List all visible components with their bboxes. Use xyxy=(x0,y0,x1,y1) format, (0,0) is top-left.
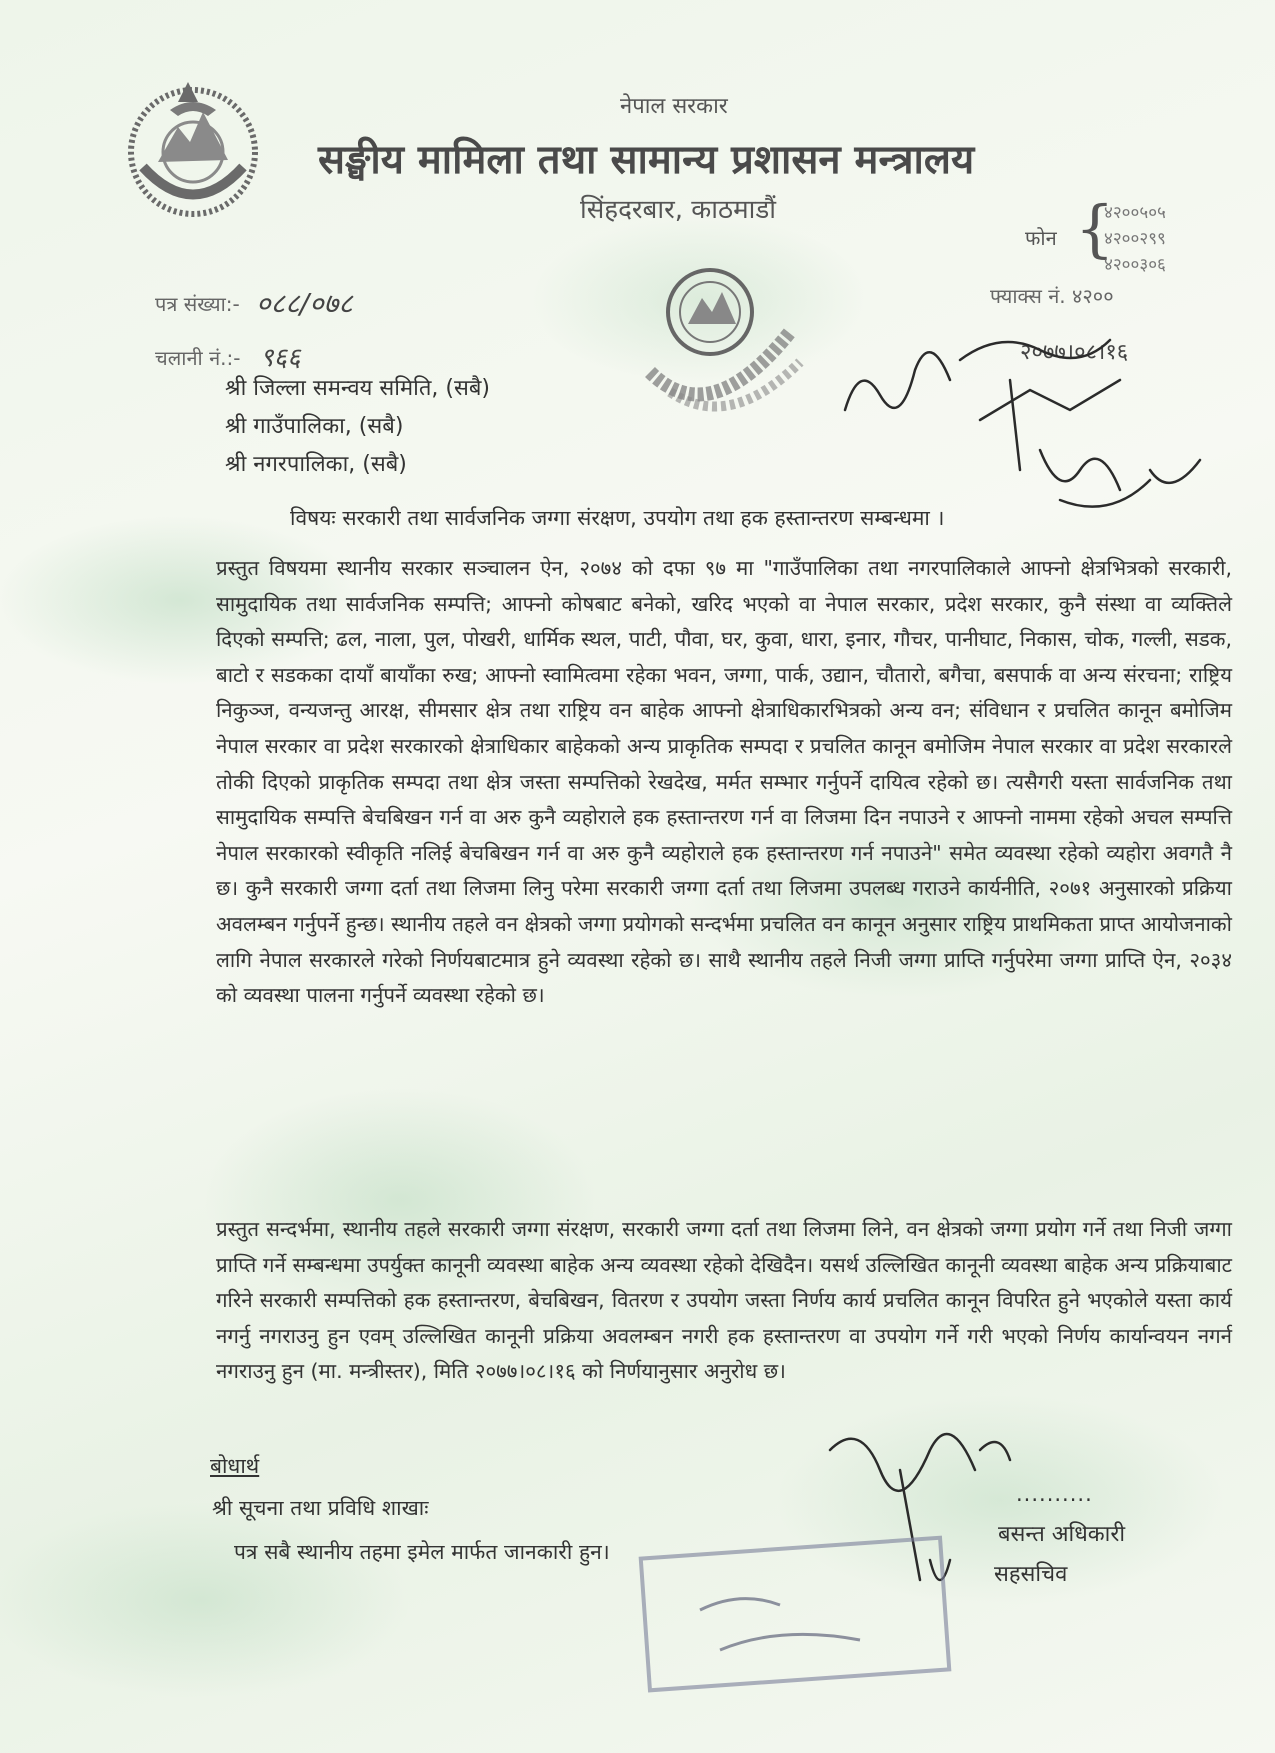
signatory-title: सहसचिव xyxy=(994,1562,1068,1587)
ministry-address: सिंहदरबार, काठमाडौं xyxy=(580,195,777,225)
signature-line: .......... xyxy=(1016,1482,1093,1506)
phone-number: ४२००२९९ xyxy=(1104,229,1166,249)
dispatch-number: ९६६ xyxy=(260,343,301,373)
phone-brace: { xyxy=(1075,192,1115,265)
phone-number: ४२००५०५ xyxy=(1104,203,1166,223)
reference-number: ०८८/०७८ xyxy=(256,287,353,320)
received-stamp xyxy=(641,1538,949,1691)
recipient-line: श्री नगरपालिका, (सबै) xyxy=(225,452,407,477)
ministry-seal-stamp xyxy=(640,262,810,432)
recipient-line: श्री गाउँपालिका, (सबै) xyxy=(225,414,404,439)
phone-number: ४२००३०६ xyxy=(1104,255,1166,275)
cc-note: पत्र सबै स्थानीय तहमा इमेल मार्फत जानकारी हुन। xyxy=(234,1540,610,1564)
cc-recipient: श्री सूचना तथा प्रविधि शाखाः xyxy=(212,1496,429,1520)
signatory-name: बसन्त अधिकारी xyxy=(998,1522,1126,1547)
nepal-emblem-logo xyxy=(118,72,268,222)
dispatch-number-label: चलानी नं.:- xyxy=(155,346,241,370)
body-paragraph: प्रस्तुत सन्दर्भमा, स्थानीय तहले सरकारी जग्गा संरक्षण, सरकारी जग्गा दर्ता तथा लिजमा लिने, वन क्षेत्रको जग्गा प्रयोग गर्ने तथा निजी जग्गा प्राप्ति गर्ने सम्बन्धमा उपर्युक्त कानूनी व्यवस्था बाहेक अन्य व्यवस्था रहेको देखिदैन। यसर्थ उल्लिखित कानूनी व्यवस्था बाहेक अन्य प्रक्रियाबाट गरिने सरकारी सम्पत्तिको हक हस्तान्तरण, बेचबिखन, वितरण र उपयोग जस्ता निर्णय कार्य प्रचलित कानून विपरित हुने भएकोले यस्ता कार्य नगर्नु नगराउनु हुन एवम् उल्लिखित कानूनी प्रक्रिया अवलम्बन नगरी हक हस्तान्तरण वा उपयोग गर्ने गरी भएको निर्णय कार्यान्वयन नगर्न नगराउनु हुन (मा. मन्त्रीस्तर), मिति २०७७।०८।१६ को निर्णयानुसार अनुरोध छ। xyxy=(216,1217,1232,1384)
body-paragraph: प्रस्तुत विषयमा स्थानीय सरकार सञ्चालन ऐन, २०७४ को दफा ९७ मा "गाउँपालिका तथा नगरपालिकाले आफ्नो क्षेत्रभित्रको सरकारी, सामुदायिक तथा सार्वजनिक सम्पत्ति; आफ्नो कोषबाट बनेको, खरिद भएको वा नेपाल सरकार, प्रदेश सरकार, कुनै संस्था वा व्यक्तिले दिएको सम्पत्ति; ढल, नाला, पुल, पोखरी, धार्मिक स्थल, पाटी, पौवा, घर, कुवा, धारा, इनार, गौचर, पानीघाट, निकास, चोक, गल्ली, सडक, बाटो र सडकका दायाँ बायाँका रुख; आफ्नो स्वामित्वमा रहेका भवन, जग्गा, पार्क, उद्यान, चौतारो, बगैचा, बसपार्क वा अन्य संरचना; राष्ट्रिय निकुञ्ज, वन्यजन्तु आरक्ष, सीमसार क्षेत्र तथा राष्ट्रिय वन बाहेक आफ्नो क्षेत्राधिकारभित्रको अन्य वन; संविधान र प्रचलित कानून बमोजिम नेपाल सरकार वा प्रदेश सरकारको क्षेत्राधिकार बाहेकको अन्य प्राकृतिक सम्पदा र प्रचलित कानून बमोजिम नेपाल सरकार वा प्रदेश सरकारले तोकी दिएको प्राकृतिक सम्पदा तथा क्षेत्र जस्ता सम्पत्तिको रेखदेख, मर्मत सम्भार गर्नुपर्ने दायित्व रहेको छ। त्यसैगरी यस्ता सार्वजनिक तथा सामुदायिक सम्पत्ति बेचबिखन गर्न वा अरु कुनै व्यहोराले हक हस्तान्तरण गर्न वा लिजमा दिन नपाउने र आफ्नो नाममा रहेको अचल सम्पत्ति नेपाल सरकारको स्वीकृति नलिई बेचबिखन गर्न वा अरु कुनै व्यहोराले हक हस्तान्तरण गर्न नपाउने" समेत व्यवस्था रहेको व्यहोरा अवगतै नै छ। कुनै सरकारी जग्गा दर्ता तथा लिजमा लिनु परेमा सरकारी जग्गा दर्ता तथा लिजमा उपलब्ध गराउने कार्यनीति, २०७१ अनुसारको प्रक्रिया अवलम्बन गर्नुपर्ने हुन्छ। स्थानीय तहले वन क्षेत्रको जग्गा प्रयोगको सन्दर्भमा प्रचलित वन कानून अनुसार राष्ट्रिय प्राथमिकता प्राप्त आयोजनाको लागि नेपाल सरकारले गरेको निर्णयबाटमात्र हुने व्यवस्था रहेको छ। साथै स्थानीय तहले निजी जग्गा प्राप्ति गर्नुपरेमा जग्गा प्राप्ति ऐन, २०३४ को व्यवस्था पालना गर्नुपर्ने व्यवस्था रहेको छ। xyxy=(216,556,1232,1008)
cc-heading: बोधार्थ xyxy=(210,1454,260,1478)
phone-label: फोन xyxy=(1025,226,1057,250)
fax-number: फ्याक्स नं. ४२०० xyxy=(990,284,1114,308)
signatory-signature xyxy=(830,1434,1010,1580)
recipient-line: श्री जिल्ला समन्वय समिति, (सबै) xyxy=(225,376,490,401)
letter-date: २०७७।०८।१६ xyxy=(1020,340,1129,365)
ministry-name: सङ्घीय मामिला तथा सामान्य प्रशासन मन्त्रालय xyxy=(318,137,975,183)
government-name: नेपाल सरकार xyxy=(620,94,728,119)
reference-number-label: पत्र संख्या:- xyxy=(155,292,240,316)
letter-subject: विषयः सरकारी तथा सार्वजनिक जग्गा संरक्षण, उपयोग तथा हक हस्तान्तरण सम्बन्धमा । xyxy=(290,506,945,530)
